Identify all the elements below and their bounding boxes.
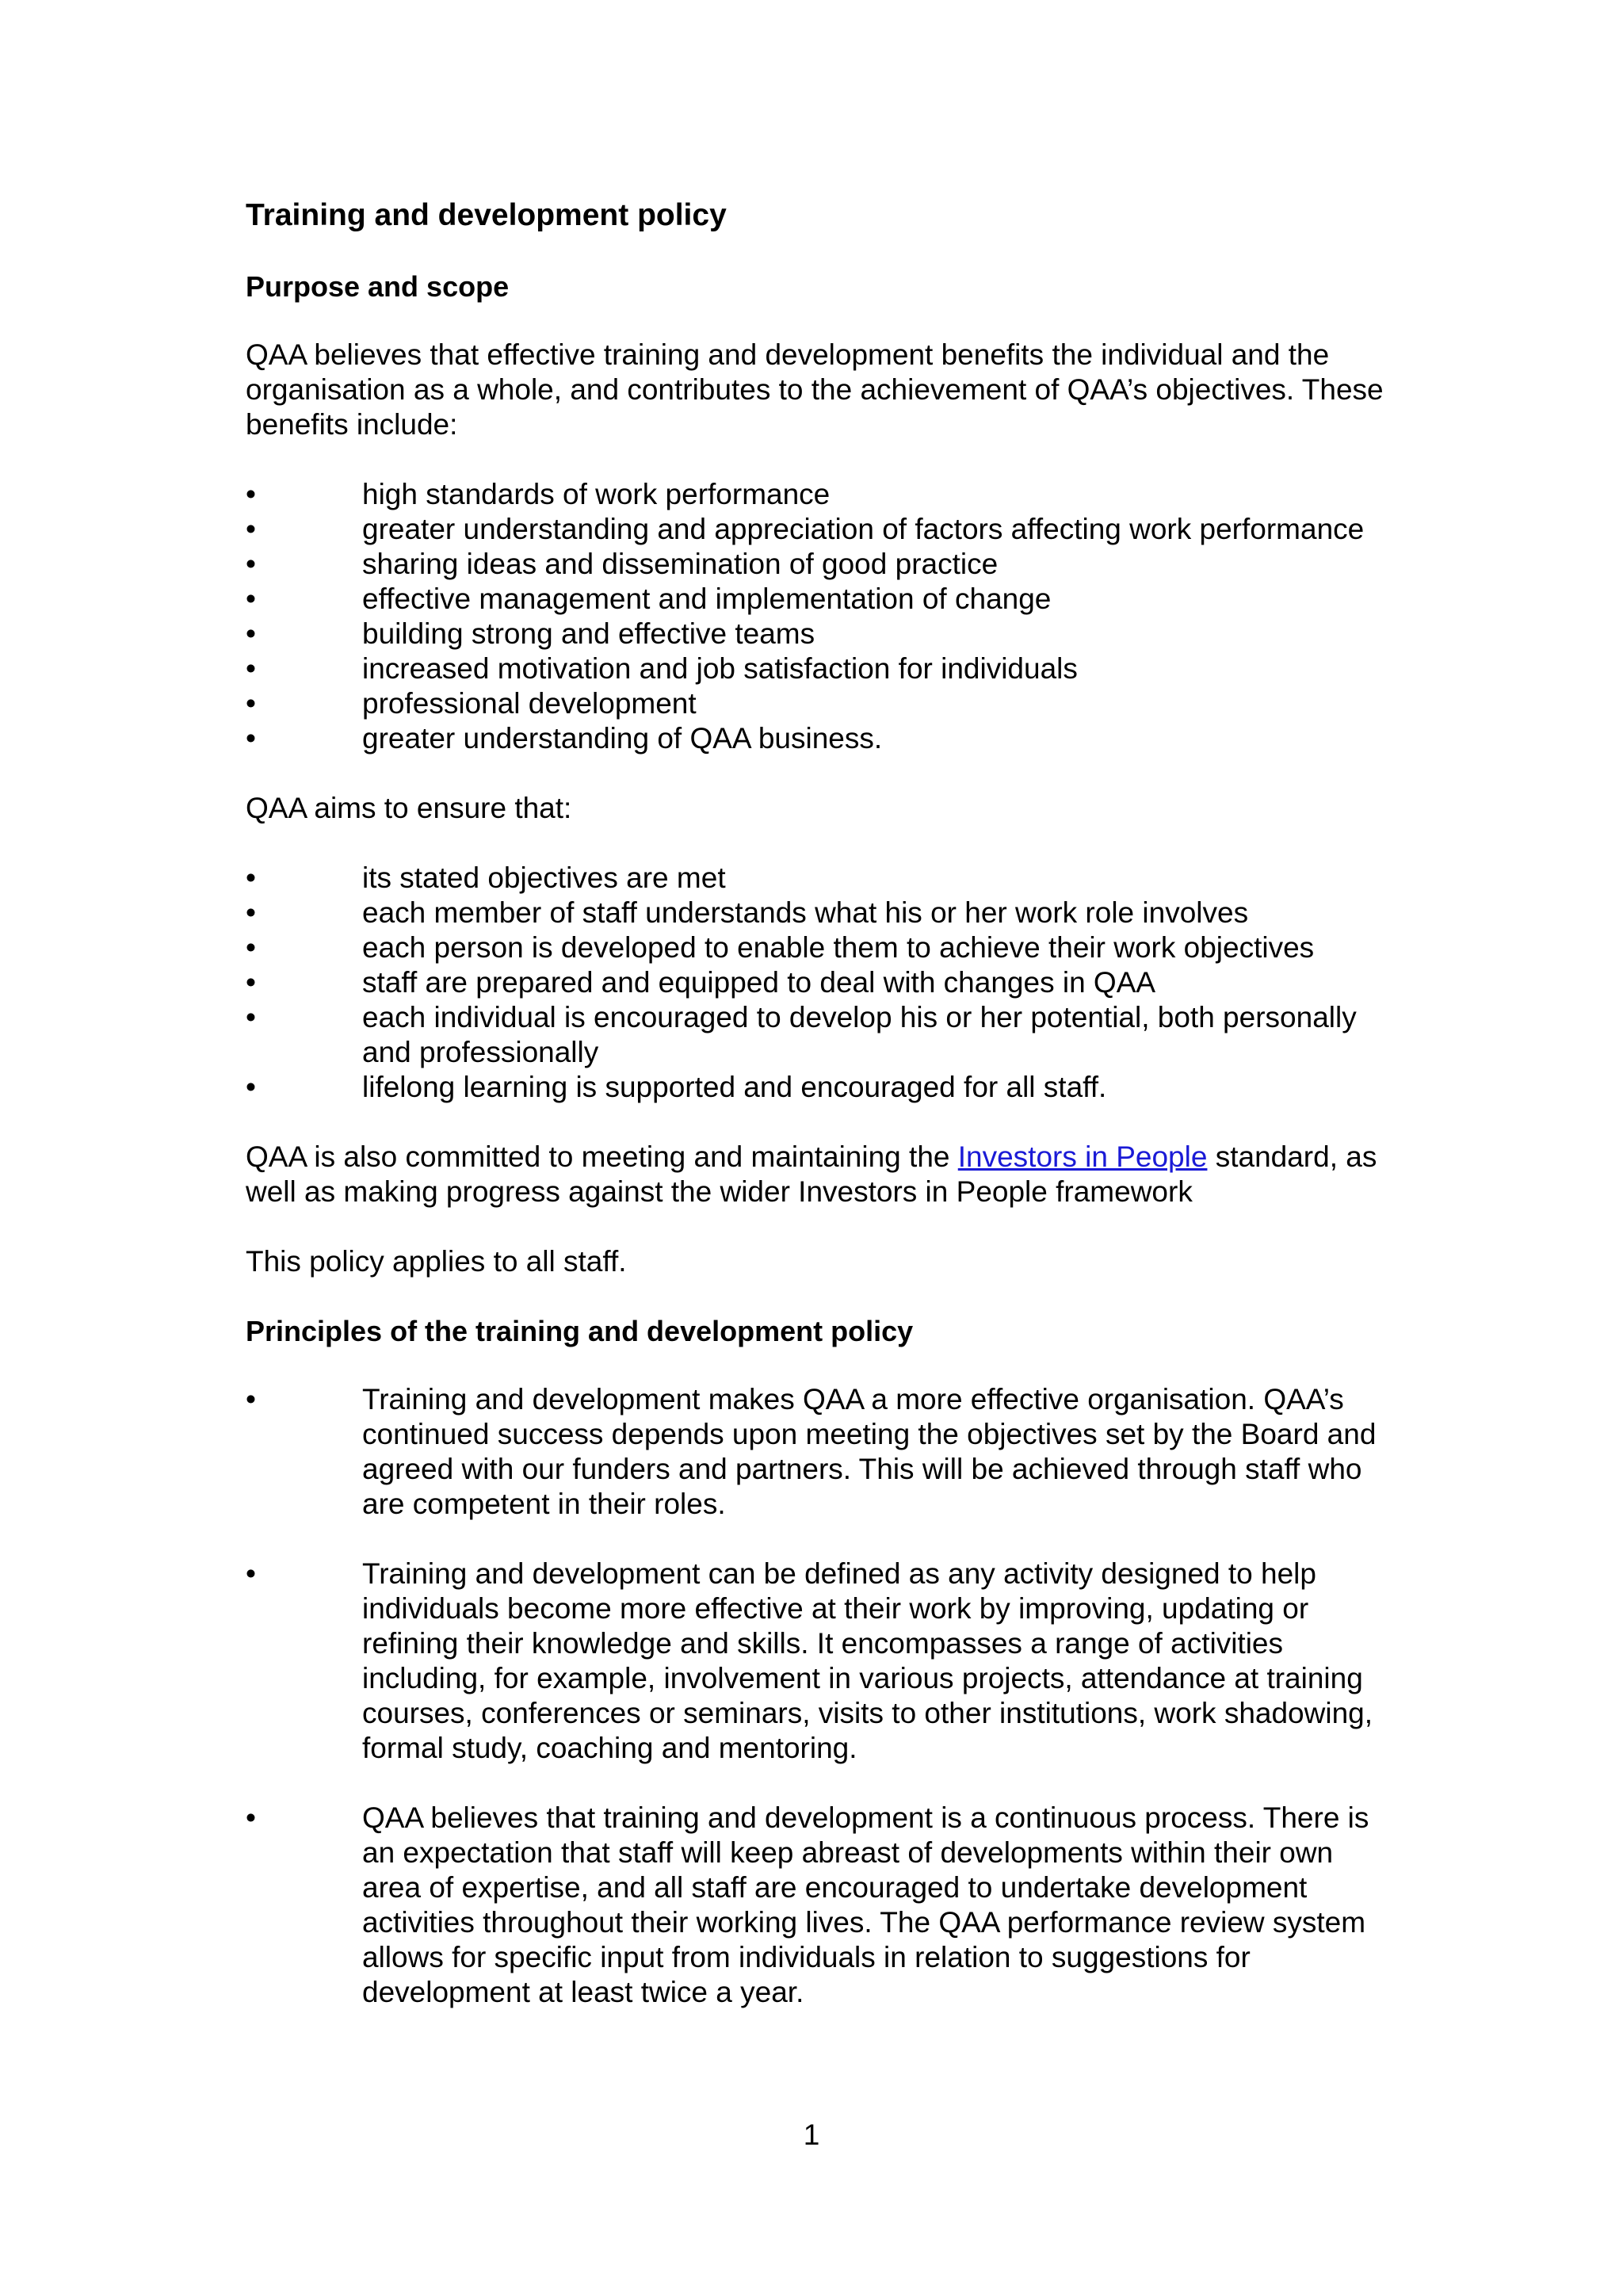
document-title: Training and development policy	[246, 198, 727, 232]
aims-intro-paragraph: QAA aims to ensure that:	[246, 792, 572, 824]
list-item	[246, 1382, 1395, 1522]
purpose-intro-paragraph: QAA believes that effective training and development benefits the individual and the organisation as a whole, and contributes to the achievement of QAA’s objectives. These benefits include:	[246, 338, 1384, 441]
bullet-icon: •	[246, 617, 256, 650]
bullet-icon: •	[246, 1071, 256, 1103]
list-item-text: each individual is encouraged to develop his or her potential, both personally and professionally	[362, 1001, 1357, 1068]
bullet-icon: •	[246, 861, 256, 894]
list-item-text: Training and development can be defined as any activity designed to help individuals become more effective at their work by improving, updating or refining their knowledge and skills. It encompasses a range of activities including, for example, involvement in various projects, attendance at training courses, conferences or seminars, visits to other institutions, work shadowing, formal study, coaching and mentoring.	[362, 1557, 1373, 1764]
bullet-icon: •	[246, 966, 256, 999]
list-item	[246, 1070, 1395, 1105]
commitment-text-after: standard, as well as making progress against the wider Investors in People framework	[246, 1140, 1377, 1208]
bullet-icon: •	[246, 1557, 256, 1590]
list-item	[246, 721, 1395, 756]
list-item	[246, 651, 1395, 686]
list-item	[246, 861, 1395, 896]
commitment-text-before: QAA is also committed to meeting and maintaining the	[246, 1140, 958, 1173]
list-item-text: increased motivation and job satisfaction for individuals	[362, 652, 1078, 685]
page-number: 1	[803, 2118, 820, 2151]
bullet-icon: •	[246, 722, 256, 755]
list-item-text: sharing ideas and dissemination of good practice	[362, 548, 999, 580]
list-item-text: QAA believes that training and development is a continuous process. There is an expectation that staff will keep abreast of developments within their own area of expertise, and all staff are encouraged to undertake development activities throughout their working lives. The QAA performance review system allows for specific input from individuals in relation to suggestions for development at least twice a year.	[362, 1801, 1369, 2008]
list-item-text: each member of staff understands what his or her work role involves	[362, 896, 1249, 929]
list-item	[246, 896, 1395, 930]
bullet-icon: •	[246, 896, 256, 929]
list-item-text: greater understanding of QAA business.	[362, 722, 883, 755]
list-item	[246, 582, 1395, 617]
investors-commitment-paragraph	[246, 1140, 1395, 1209]
list-item-text: greater understanding and appreciation of factors affecting work performance	[362, 513, 1365, 545]
bullet-icon: •	[246, 652, 256, 685]
list-item	[246, 477, 1395, 512]
bullet-icon: •	[246, 513, 256, 545]
aims-list	[246, 861, 1395, 1105]
list-item-text: building strong and effective teams	[362, 617, 815, 650]
list-item	[246, 1557, 1395, 1766]
bullet-icon: •	[246, 1801, 256, 1834]
list-item-text: staff are prepared and equipped to deal with changes in QAA	[362, 966, 1156, 999]
bullet-icon: •	[246, 478, 256, 510]
list-item	[246, 930, 1395, 965]
benefits-list	[246, 477, 1395, 756]
list-item	[246, 617, 1395, 651]
investors-in-people-link[interactable]: Investors in People	[957, 1140, 1208, 1173]
bullet-icon: •	[246, 687, 256, 720]
policy-applies-paragraph: This policy applies to all staff.	[246, 1245, 627, 1278]
bullet-icon: •	[246, 583, 256, 615]
list-item	[246, 686, 1395, 721]
list-item	[246, 1801, 1395, 2010]
list-item-text: Training and development makes QAA a more effective organisation. QAA’s continued success depends upon meeting the objectives set by the Board and agreed with our funders and partners. This will be achieved through staff who are competent in their roles.	[362, 1383, 1377, 1520]
document-body	[246, 195, 1395, 2045]
list-item-text: each person is developed to enable them to achieve their work objectives	[362, 931, 1315, 964]
list-item-text: lifelong learning is supported and encouraged for all staff.	[362, 1071, 1107, 1103]
principles-list	[246, 1382, 1395, 2010]
list-item-text: effective management and implementation of change	[362, 583, 1052, 615]
list-item	[246, 512, 1395, 547]
list-item	[246, 547, 1395, 582]
bullet-icon: •	[246, 548, 256, 580]
principles-heading: Principles of the training and development policy	[246, 1315, 914, 1347]
list-item-text: professional development	[362, 687, 697, 720]
bullet-icon: •	[246, 1001, 256, 1033]
list-item-text: high standards of work performance	[362, 478, 831, 510]
bullet-icon: •	[246, 931, 256, 964]
list-item	[246, 965, 1395, 1000]
bullet-icon: •	[246, 1383, 256, 1415]
list-item	[246, 1000, 1395, 1070]
purpose-scope-heading: Purpose and scope	[246, 270, 510, 303]
list-item-text: its stated objectives are met	[362, 861, 726, 894]
